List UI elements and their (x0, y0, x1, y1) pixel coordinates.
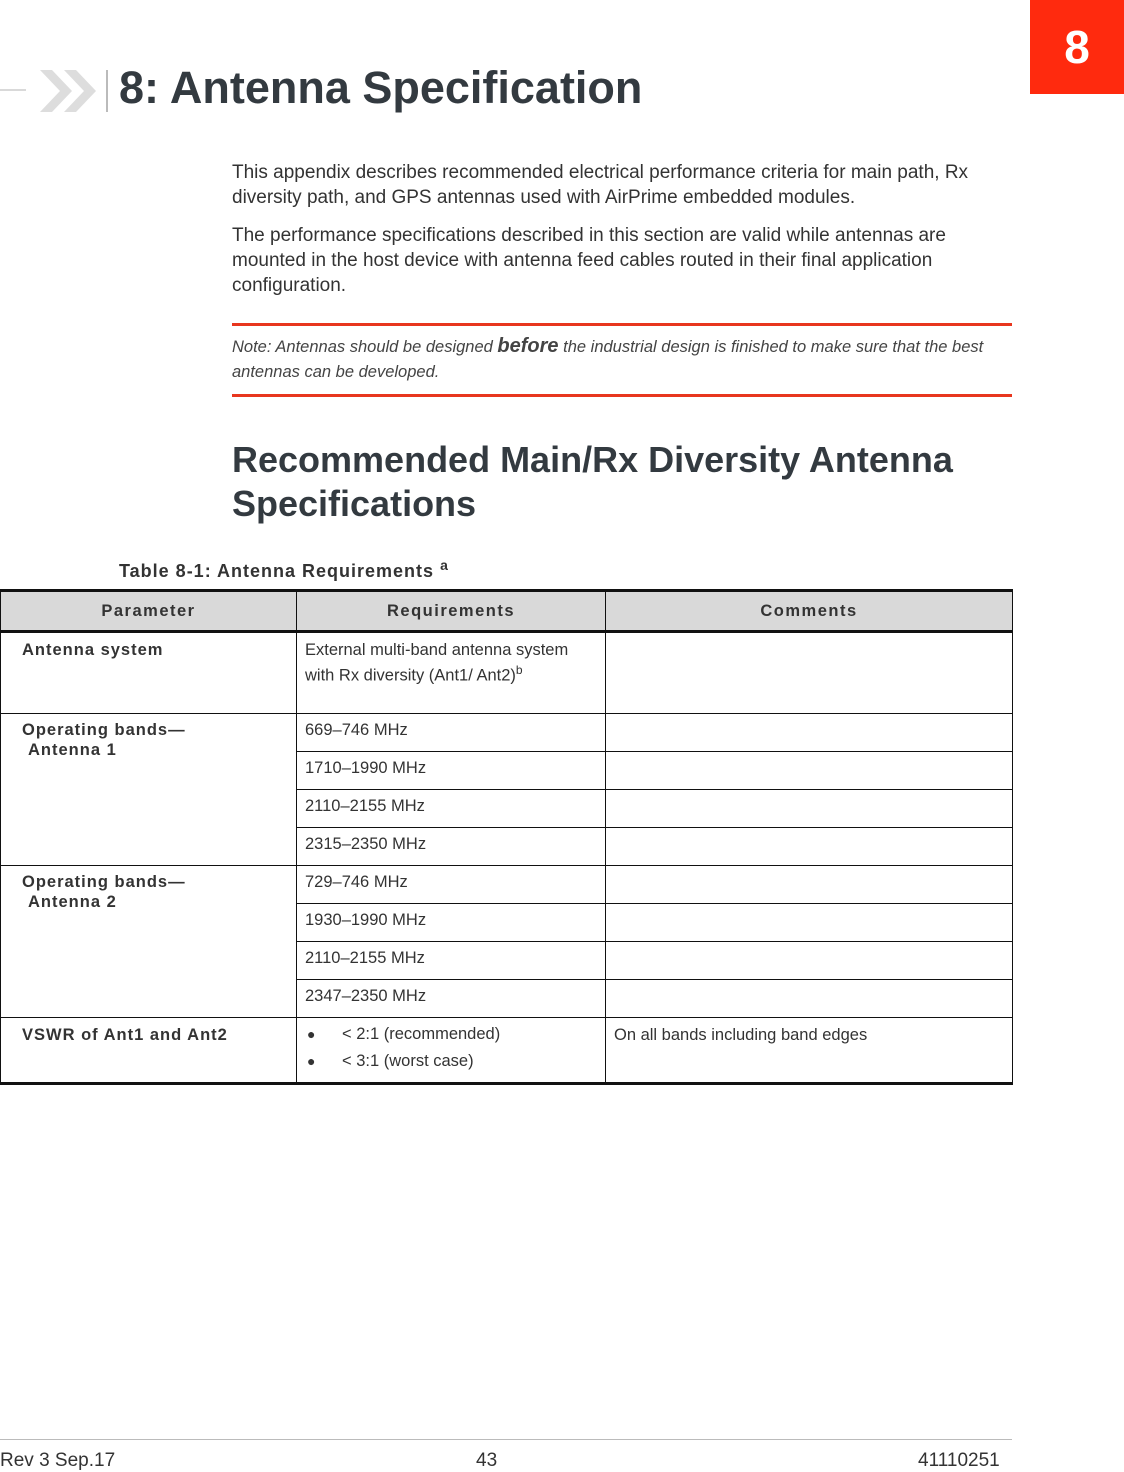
bullet-icon: ● (307, 1053, 316, 1069)
band-cell: 1710–1990 MHz (297, 752, 606, 790)
bullet-icon: ● (307, 1026, 316, 1042)
antenna-requirements-table (0, 589, 1013, 1085)
comment-cell (606, 980, 1013, 1018)
requirement-footnote: b (515, 663, 523, 677)
param-vswr: VSWR of Ant1 and Ant2 (1, 1018, 297, 1084)
table-row (1, 866, 1013, 904)
param-line: Antenna 1 (28, 741, 117, 759)
comment-cell (606, 790, 1013, 828)
list-item-text: < 2:1 (recommended) (342, 1025, 501, 1043)
param-antenna-system: Antenna system (1, 632, 297, 714)
requirement-antenna-system (297, 632, 606, 714)
list-item (305, 1048, 597, 1075)
chapter-title: 8: Antenna Specification (119, 62, 643, 113)
table-caption-text: Table 8-1: Antenna Requirements (119, 561, 441, 581)
note-bottom-rule (232, 394, 1012, 397)
table-row (1, 714, 1013, 752)
list-item-text: < 3:1 (worst case) (342, 1052, 474, 1070)
note-suffix: the industrial design is finished to make sure that the best antennas can be developed. (232, 338, 984, 381)
param-line: Operating bands— (22, 721, 186, 739)
footer-doc-number: 41110251 (918, 1450, 1000, 1471)
intro-paragraph-1: This appendix describes recommended electrical performance criteria for main path, Rx diversity path, and GPS antennas used with AirPrime embedded modules. (232, 162, 969, 208)
footer-revision: Rev 3 Sep.17 (0, 1450, 116, 1471)
vswr-list (305, 1021, 597, 1075)
band-cell: 2110–2155 MHz (297, 790, 606, 828)
table-caption (119, 557, 449, 582)
note-top-rule (232, 323, 1012, 326)
list-item (305, 1021, 597, 1048)
table-caption-footnote: a (440, 557, 449, 573)
footer-page-number: 43 (476, 1450, 498, 1471)
param-operating-bands-ant1 (1, 714, 297, 866)
comment-cell (606, 828, 1013, 866)
table-header-row (1, 591, 1013, 632)
header-rule (0, 89, 26, 91)
comment-vswr: On all bands including band edges (606, 1018, 1013, 1084)
comment-antenna-system (606, 632, 1013, 714)
footer-rule (0, 1439, 1012, 1440)
param-line: Antenna 2 (28, 893, 117, 911)
header-divider (106, 70, 108, 112)
header-parameter: Parameter (1, 591, 297, 632)
comment-cell (606, 752, 1013, 790)
note (232, 334, 1012, 385)
requirement-vswr (297, 1018, 606, 1084)
param-line: Operating bands— (22, 873, 186, 891)
table-row (1, 1018, 1013, 1084)
header-requirements: Requirements (297, 591, 606, 632)
comment-cell (606, 904, 1013, 942)
band-cell: 729–746 MHz (297, 866, 606, 904)
band-cell: 669–746 MHz (297, 714, 606, 752)
requirement-text: External multi-band antenna system with Rx diversity (Ant1/ Ant2) (305, 641, 569, 685)
section-title: Recommended Main/Rx Diversity Antenna Specifications (232, 439, 953, 524)
band-cell: 2347–2350 MHz (297, 980, 606, 1018)
chapter-tab: 8 (1030, 0, 1124, 94)
intro-paragraph-2: The performance specifications described in this section are valid while antennas are mounted in the host device with antenna feed cables routed in their final application configuration. (232, 225, 946, 296)
comment-cell (606, 714, 1013, 752)
header-comments: Comments (606, 591, 1013, 632)
double-chevron-icon (38, 66, 100, 116)
table-row (1, 632, 1013, 714)
param-operating-bands-ant2 (1, 866, 297, 1018)
band-cell: 1930–1990 MHz (297, 904, 606, 942)
note-prefix: Note: Antennas should be designed (232, 338, 498, 356)
band-cell: 2315–2350 MHz (297, 828, 606, 866)
band-cell: 2110–2155 MHz (297, 942, 606, 980)
note-emphasis: before (497, 335, 559, 357)
comment-cell (606, 942, 1013, 980)
comment-cell (606, 866, 1013, 904)
